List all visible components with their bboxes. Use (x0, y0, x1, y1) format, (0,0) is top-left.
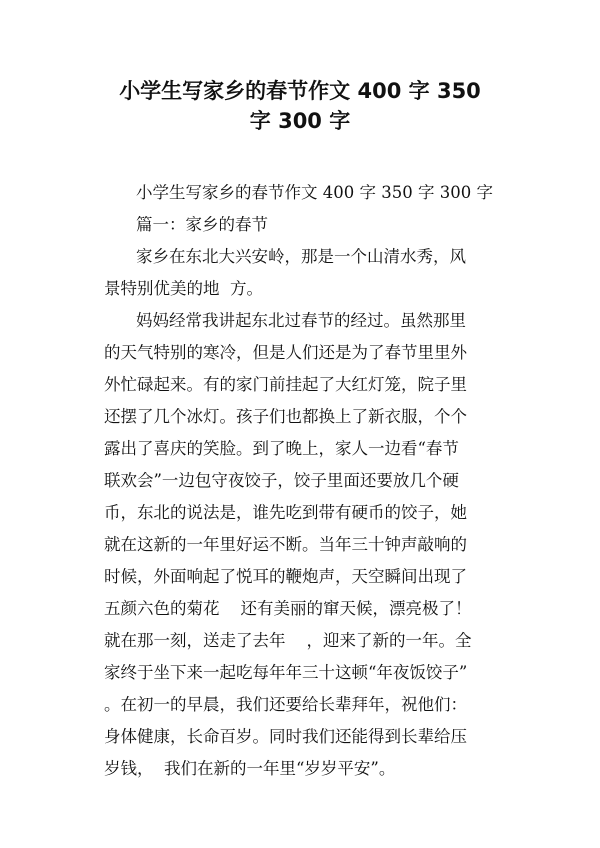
title-line-2: 字 300 字 (249, 109, 351, 133)
body-line: 就在这新的一年里好运不断。当年三十钟声敲响的 (104, 535, 467, 554)
body-line: 联欢会”一边包守夜饺子，饺子里面还要放几个硬 (104, 471, 459, 490)
body-line: 五颜六色的菊花 还有美丽的窜天候，漂亮极了！ (104, 599, 472, 618)
body-line: 小学生写家乡的春节作文 400 字 350 字 300 字 (136, 183, 493, 202)
body-line: 岁钱， 我们在新的一年里“岁岁平安”。 (104, 759, 396, 778)
document-title (70, 76, 530, 136)
body-line: 身体健康，长命百岁。同时我们还能得到长辈给压 (104, 727, 467, 746)
body-line: 家乡在东北大兴安岭，那是一个山清水秀，风 (136, 247, 466, 266)
body-line: 篇一：家乡的春节 (136, 215, 268, 234)
body-line: 露出了喜庆的笑脸。到了晚上，家人一边看“春节 (104, 439, 459, 458)
body-line: 景特别优美的地 方。 (104, 279, 263, 298)
body-line: 妈妈经常我讲起东北过春节的经过。虽然那里 (136, 311, 466, 330)
body-line: 时候，外面响起了悦耳的鞭炮声，天空瞬间出现了 (104, 567, 467, 586)
body-line: 家终于坐下来一起吃每年年三十这顿“年夜饭饺子” (104, 663, 468, 682)
body-line: 币，东北的说法是，谁先吃到带有硬币的饺子，她 (104, 503, 467, 522)
title-line-1: 小学生写家乡的春节作文 400 字 350 (119, 79, 481, 103)
body-line: 就在那一刻，送走了去年 ，迎来了新的一年。全 (104, 631, 472, 650)
body-line: 。在初一的早晨，我们还要给长辈拜年，祝他们： (104, 695, 467, 714)
body-line: 还摆了几个冰灯。孩子们也都换上了新衣服，个个 (104, 407, 467, 426)
body-line: 的天气特别的寒冷，但是人们还是为了春节里里外 (104, 343, 467, 362)
body-line: 外忙碌起来。有的家门前挂起了大红灯笼，院子里 (104, 375, 467, 394)
